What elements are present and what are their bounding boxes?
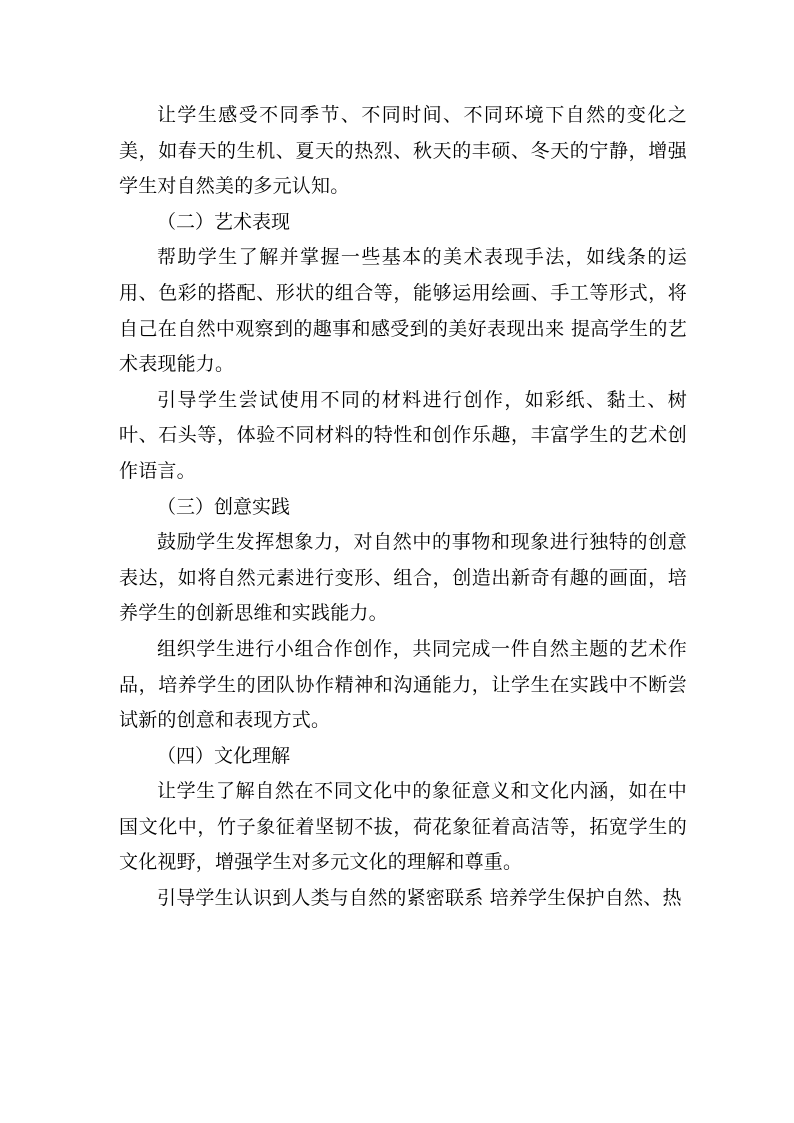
paragraph-materials: 引导学生尝试使用不同的材料进行创作，如彩纸、黏土、树叶、石头等，体验不同材料的特性和创作乐趣，丰富学生的艺术创作语言。 (119, 388, 687, 482)
paragraph-imagination: 鼓励学生发挥想象力，对自然中的事物和现象进行独特的创意表达，如将自然元素进行变形、组合，创造出新奇有趣的画面，培养学生的创新思维和实践能力。 (119, 531, 687, 625)
paragraph-natural-beauty: 让学生感受不同季节、不同时间、不同环境下自然的变化之美，如春天的生机、夏天的热烈、秋天的丰硕、冬天的宁静，增强学生对自然美的多元认知。 (119, 104, 687, 198)
paragraph-human-nature: 引导学生认识到人类与自然的紧密联系 培养学生保护自然、热 (157, 887, 682, 910)
section-heading-creative-practice: （三）创意实践 (157, 495, 291, 518)
paragraph-group-work: 组织学生进行小组合作创作，共同完成一件自然主题的艺术作品，培养学生的团队协作精神和沟通能力，让学生在实践中不断尝试新的创意和表现方式。 (119, 637, 687, 732)
paragraph-cultural-symbolism: 让学生了解自然在不同文化中的象征意义和文化内涵，如在中国文化中，竹子象征着坚韧不拔，荷花象征着高洁等，拓宽学生的文化视野，增强学生对多元文化的理解和尊重。 (119, 780, 687, 874)
document-page (119, 98, 687, 917)
section-heading-art-expression: （二）艺术表现 (157, 210, 291, 233)
paragraph-art-techniques: 帮助学生了解并掌握一些基本的美术表现手法，如线条的运用、色彩的搭配、形状的组合等，能够运用绘画、手工等形式，将自己在自然中观察到的趣事和感受到的美好表现出来 提高学生的艺术表现能力。 (119, 246, 687, 376)
section-heading-cultural-understanding: （四）文化理解 (157, 744, 291, 767)
